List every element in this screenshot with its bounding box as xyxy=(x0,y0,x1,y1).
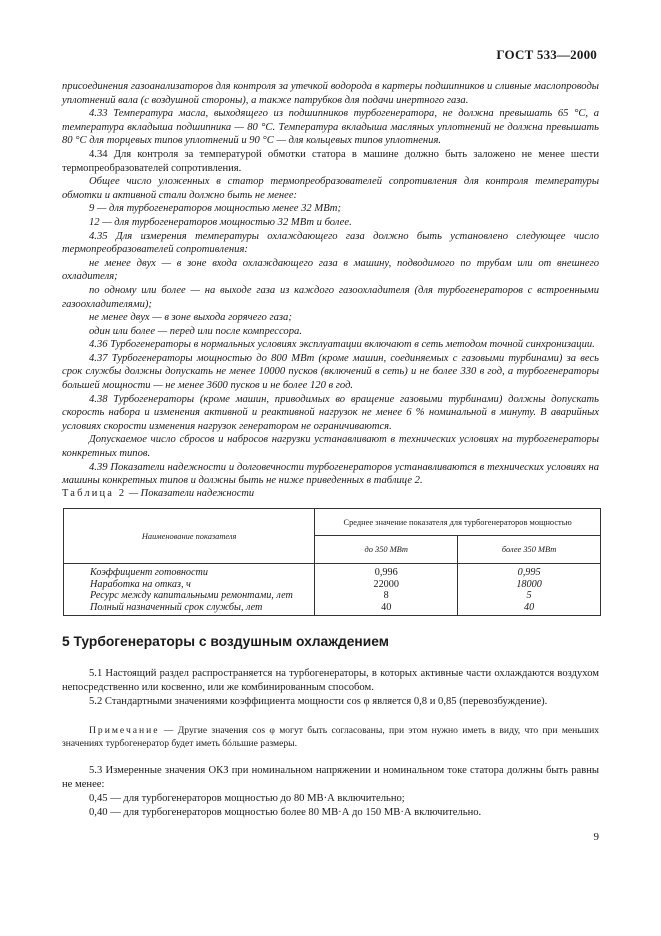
list-item: не менее двух — в зоне входа охлаждающего газа в машину, подводимого по трубам или от внешнего охладителя; xyxy=(62,257,599,283)
paragraph: 4.37 Турбогенераторы мощностью до 800 МВт (кроме машин, соединяемых с газовыми турбинами) за весь срок службы должны допускать не менее 10000 пусков (включений в сеть) и не более 330 в год, а турбогенераторы большей мощности — не менее 3600 пусков и не более 120 в год. xyxy=(62,352,599,392)
value: 18000 xyxy=(516,578,542,590)
value: 0,996 xyxy=(374,567,398,578)
value: 40 xyxy=(381,601,392,613)
value: 5 xyxy=(526,590,532,601)
paragraph: 5.2 Стандартными значениями коэффициента мощности cos φ является 0,8 и 0,85 (перевозбуждение). xyxy=(89,696,548,708)
list-item: 12 — для турбогенераторов мощностью 32 МВт и более. xyxy=(89,216,352,228)
list-item: 9 — для турбогенераторов мощностью менее 32 МВт; xyxy=(89,203,341,215)
column-header-group: Среднее значение показателя для турбогенераторов мощностью xyxy=(315,509,601,536)
section-title: 5 Турбогенераторы с воздушным охлаждением xyxy=(62,634,389,649)
body-text xyxy=(62,80,599,488)
indicator-name: Наработка на отказ, ч xyxy=(90,578,191,590)
table-cell-values-2 xyxy=(458,564,601,616)
indicator-name: Ресурс между капитальными ремонтами, лет xyxy=(90,590,293,601)
indicator-name: Полный назначенный срок службы, лет xyxy=(90,601,263,613)
note-label: Примечание xyxy=(89,724,160,736)
table-caption-label: Таблица 2 xyxy=(62,488,127,499)
table-caption-title: — Показатели надежности xyxy=(126,488,255,499)
paragraph: 5.3 Измеренные значения ОКЗ при номинальном напряжении и номинальном токе статора должны быть равны не менее: xyxy=(62,764,599,790)
paragraph: 5.1 Настоящий раздел распространяется на турбогенераторы, в которых активные части охлаждаются воздухом непосредственно или косвенно, или же комбинированным способом. xyxy=(62,668,599,694)
paragraph: 4.36 Турбогенераторы в нормальных условиях эксплуатации включают в сеть методом точной синхронизации. xyxy=(89,339,595,351)
column-header-up-to-350: до 350 МВт xyxy=(315,536,458,564)
table-row xyxy=(64,564,601,616)
list-item: 0,40 — для турбогенераторов мощностью более 80 МВ·А до 150 МВ·А включительно. xyxy=(89,807,482,819)
note xyxy=(62,724,599,750)
value: 22000 xyxy=(373,578,399,590)
table-cell-values-1 xyxy=(315,564,458,616)
list-item: один или более — перед или после компрессора. xyxy=(89,325,302,337)
table-caption xyxy=(62,488,254,499)
column-header-name: Наименование показателя xyxy=(64,509,315,564)
paragraph: 4.33 Температура масла, выходящего из подшипников турбогенератора, не должна превышать 65 °С, а температура вкладыша подшипника — 80 °С. Температура вкладыша масляных уплотнений не должна превышать 80 °С для торцевых типов уплотнений и 90 °С — для кольцевых типов уплотнения. xyxy=(62,108,599,147)
value: 40 xyxy=(523,601,535,613)
indicator-name: Коэффициент готовности xyxy=(90,567,208,578)
reliability-table xyxy=(63,508,601,616)
paragraph: Допускаемое число сбросов и набросов нагрузки устанавливают в технических условиях на турбогенераторы конкретных типов. xyxy=(62,434,599,460)
page-number: 9 xyxy=(593,831,599,843)
note-text: — Другие значения cos φ могут быть согласованы, при этом нужно иметь в виду, что при меньших значениях турбогенератор будет иметь бóльшие размеры. xyxy=(62,724,599,749)
list-item: по одному или более — на выходе газа из каждого газоохладителя (для турбогенераторов с встроенными газоохладителями); xyxy=(62,284,599,310)
paragraph: Общее число уложенных в статор термопреобразователей сопротивления для контроля температуры обмотки и активной стали должно быть не менее: xyxy=(62,176,599,201)
paragraph: 4.35 Для измерения температуры охлаждающего газа должно быть установлено следующее число термопреобразователей сопротивления: xyxy=(62,230,599,256)
list-item: 0,45 — для турбогенераторов мощностью до 80 МВ·А включительно; xyxy=(89,793,405,805)
paragraph: 4.39 Показатели надежности и долговечности турбогенераторов устанавливаются в технических условиях на машины конкретных типов и должны быть не ниже приведенных в таблице 2. xyxy=(62,461,599,487)
table-cell-names xyxy=(64,564,315,616)
paragraph: 4.34 Для контроля за температурой обмотки статора в машине должно быть заложено не менее шести термопреобразователей сопротивления. xyxy=(62,148,599,174)
value: 0,995 xyxy=(517,567,541,578)
list-item: не менее двух — в зоне выхода горячего газа; xyxy=(89,312,292,324)
paragraph: присоединения газоанализаторов для контроля за утечкой водорода в картеры подшипников и сливные маслопроводы уплотнений вала (с воздушной стороны), а также патрубков для подачи инертного газа. xyxy=(62,81,599,106)
value: 8 xyxy=(383,590,389,601)
document-code: ГОСТ 533—2000 xyxy=(496,47,597,62)
section-5-body xyxy=(62,667,599,820)
paragraph: 4.38 Турбогенераторы (кроме машин, приводимых во вращение газовыми турбинами) должны допускать скорость набора и изменения активной и реактивной нагрузок не менее 6 % номинальной в минуту. В аварийных условиях скорости изменения нагрузок генератором не ограничиваются. xyxy=(62,393,599,432)
column-header-over-350: более 350 МВт xyxy=(458,536,601,564)
